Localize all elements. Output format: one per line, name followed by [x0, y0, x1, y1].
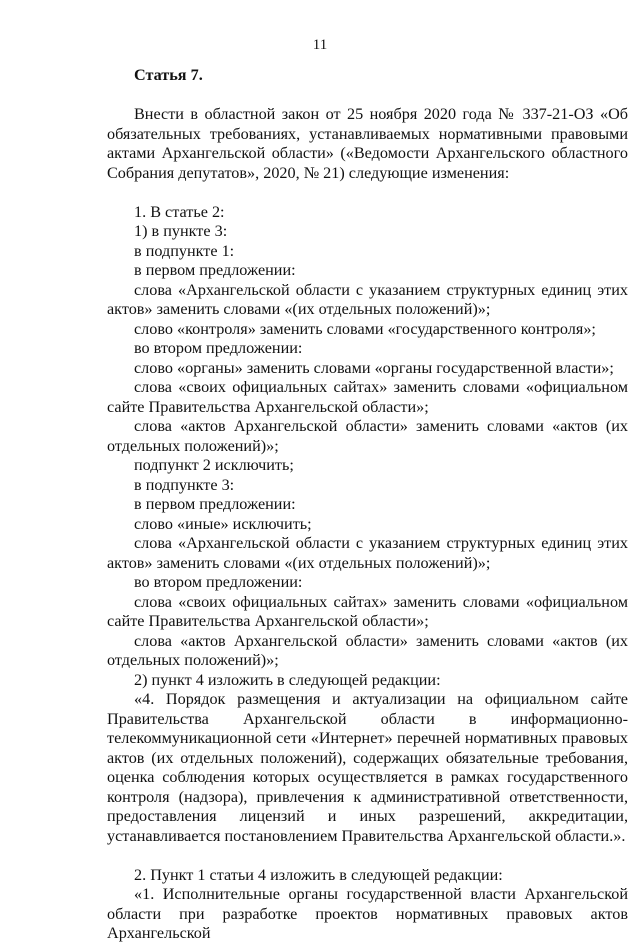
paragraph: подпункт 2 исключить;	[134, 456, 294, 474]
paragraph: в подпункте 3:	[134, 475, 235, 494]
paragraph: 2) пункт 4 изложить в следующей редакции:	[134, 670, 441, 689]
paragraph: слова «актов Архангельской области» заменить словами «актов (их отдельных положений)»;	[107, 631, 628, 669]
paragraph: во втором предложении:	[134, 339, 303, 357]
paragraph: слова «Архангельской области с указанием структурных единиц этих актов» заменить словами «(их отдельных положений)»;	[107, 280, 628, 318]
article-title: Статья 7.	[134, 66, 203, 84]
paragraph-quoted-point-1: «1. Исполнительные органы государственной власти Архангельской области при разработке проектов нормативных правовых актов Архангельской	[107, 885, 628, 942]
paragraph: слово «органы» заменить словами «органы государственной власти»;	[134, 358, 614, 377]
paragraph: слова «своих официальных сайтах» заменить словами «официальном сайте Правительства Архангельской области»;	[107, 378, 628, 416]
paragraph: в подпункте 1:	[134, 241, 235, 260]
paragraph: слова «своих официальных сайтах» заменить словами «официальном сайте Правительства Архангельской области»;	[107, 592, 628, 630]
paragraph-quoted-point-4: «4. Порядок размещения и актуализации на официальном сайте Правительства Архангельской области в информационно-телекоммуникационной сети «Интернет» перечней нормативных правовых актов (их отдельных положений), содержащих обязательные требования, оценка соблюдения которых осуществляется в рамках государственного контроля (надзора), привлечения к административной ответственности, предоставления лицензий и иных разрешений, аккредитации, устанавливается постановлением Правительства Архангельской области.».	[107, 690, 628, 845]
paragraph: слово «иные» исключить;	[134, 514, 312, 533]
page-number: 11	[312, 37, 328, 53]
paragraph: 1) в пункте 3:	[134, 222, 228, 240]
paragraph: во втором предложении:	[134, 573, 303, 591]
paragraph: в первом предложении:	[134, 261, 296, 279]
paragraph: слова «актов Архангельской области» заменить словами «актов (их отдельных положений)»;	[107, 417, 628, 455]
paragraph: слова «Архангельской области с указанием структурных единиц этих актов» заменить словами «(их отдельных положений)»;	[107, 534, 628, 572]
paragraph: 1. В статье 2:	[134, 202, 225, 221]
paragraph: 2. Пункт 1 статьи 4 изложить в следующей редакции:	[134, 865, 503, 884]
paragraph-intro: Внести в областной закон от 25 ноября 2020 года № 337-21-ОЗ «Об обязательных требованиях, устанавливаемых нормативными правовыми актами Архангельской области» («Ведомости Архангельского областного Собрания депутатов», 2020, № 21) следующие изменения:	[107, 105, 628, 182]
paragraph: в первом предложении:	[134, 495, 296, 513]
paragraph: слово «контроля» заменить словами «государственного контроля»;	[134, 319, 596, 338]
document-body	[107, 66, 628, 944]
